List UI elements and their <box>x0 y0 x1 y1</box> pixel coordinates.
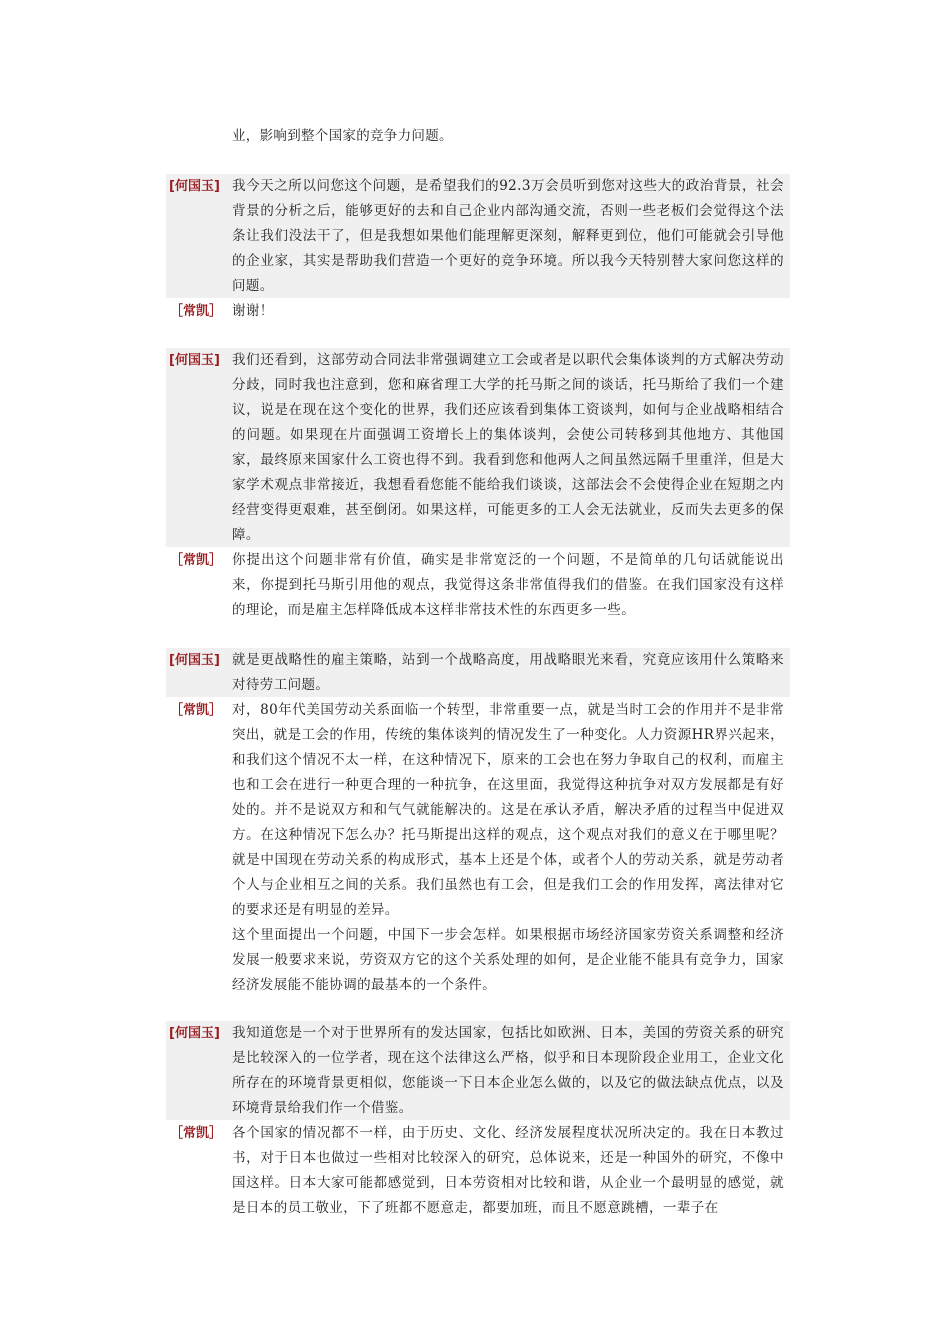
dialogue-turn <box>166 648 790 697</box>
speaker-label: ［常凯］ <box>169 703 222 718</box>
speaker-label: ［常凯］ <box>169 304 222 319</box>
speaker-label: [何国玉] <box>169 1026 220 1041</box>
dialogue-turn <box>166 348 790 547</box>
turn-paragraph: 我今天之所以问您这个问题，是希望我们的92.3万会员听到您对这些大的政治背景，社会背景的分析之后，能够更好的去和自己企业内部沟通交流，否则一些老板们会觉得这个法条让我们没法干了，但是我想如果他们能理解更深刻，解释更到位，他们可能就会引导他的企业家，其实是帮助我们营造一个更好的竞争环境。所以我今天特别替大家问您这样的问题。 <box>232 178 784 294</box>
turn-text <box>232 174 790 299</box>
speaker-label: [何国玉] <box>169 653 220 668</box>
turn-paragraph: 对，80年代美国劳动关系面临一个转型，非常重要一点，就是当时工会的作用并不是非常突出，就是工会的作用，传统的集体谈判的情况发生了一种变化。人力资源HR界兴起来，和我们这个情况不太一样，在这种情况下，原来的工会也在努力争取自己的权利，而雇主也和工会在进行一种更合理的一种抗争，在这里面，我觉得这种抗争对双方发展都是有好处的。并不是说双方和和气气就能解决的。这是在承认矛盾，解决矛盾的过程当中促进双方。在这种情况下怎么办？托马斯提出这样的观点，这个观点对我们的意义在于哪里呢？就是中国现在劳动关系的构成形式，基本上还是个体，或者个人的劳动关系，就是劳动者个人与企业相互之间的关系。我们虽然也有工会，但是我们工会的作用发挥，离法律对它的要求还是有明显的差异。 <box>232 702 784 918</box>
turn-text <box>232 648 790 698</box>
dialogue-turn <box>166 698 790 998</box>
turn-paragraph: 就是更战略性的雇主策略，站到一个战略高度，用战略眼光来看，究竟应该用什么策略来对待劳工问题。 <box>232 652 784 693</box>
turn-text <box>232 348 790 548</box>
dialogue-turn <box>166 174 790 298</box>
dialogue-turn <box>166 1121 790 1221</box>
turn-text <box>232 548 790 623</box>
turn-paragraph: 你提出这个问题非常有价值，确实是非常宽泛的一个问题，不是简单的几句话就能说出来，你提到托马斯引用他的观点，我觉得这条非常值得我们的借鉴。在我们国家没有这样的理论，而是雇主怎样降低成本这样非常技术性的东西更多一些。 <box>232 552 784 618</box>
turn-paragraph: 我们还看到，这部劳动合同法非常强调建立工会或者是以职代会集体谈判的方式解决劳动分歧，同时我也注意到，您和麻省理工大学的托马斯之间的谈话，托马斯给了我们一个建议，说是在现在这个变化的世界，我们还应该看到集体工资谈判，如何与企业战略相结合的问题。如果现在片面强调工资增长上的集体谈判，会使公司转移到其他地方、其他国家，最终原来国家什么工资也得不到。我看到您和他两人之间虽然远隔千里重洋，但是大家学术观点非常接近，我想看看您能不能给我们谈谈，这部法会不会使得企业在短期之内经营变得更艰难，甚至倒闭。如果这样，可能更多的工人会无法就业，反而失去更多的保障。 <box>232 352 784 543</box>
turn-paragraph: 这个里面提出一个问题，中国下一步会怎样。如果根据市场经济国家劳资关系调整和经济发展一般要求来说，劳资双方它的这个关系处理的如何，是企业能不能具有竞争力，国家经济发展能不能协调的最基本的一个条件。 <box>232 927 784 993</box>
dialogue-turn <box>166 548 790 623</box>
turn-text <box>232 698 790 998</box>
speaker-label: [何国玉] <box>169 353 220 368</box>
turn-text <box>232 299 790 324</box>
turn-paragraph: 我知道您是一个对于世界所有的发达国家，包括比如欧洲、日本，美国的劳资关系的研究是比较深入的一位学者，现在这个法律这么严格，似乎和日本现阶段企业用工，企业文化所存在的环境背景更相似，您能谈一下日本企业怎么做的，以及它的做法缺点优点，以及环境背景给我们作一个借鉴。 <box>232 1025 784 1116</box>
dialogue-turn <box>166 299 790 324</box>
turn-paragraph: 各个国家的情况都不一样，由于历史、文化、经济发展程度状况所决定的。我在日本教过书，对于日本也做过一些相对比较深入的研究，总体说来，还是一种国外的研究，不像中国这样。日本大家可能都感觉到，日本劳资相对比较和谐，从企业一个最明显的感觉，就是日本的员工敬业，下了班都不愿意走，都要加班，而且不愿意跳槽，一辈子在 <box>232 1125 784 1216</box>
turn-text <box>232 1121 790 1221</box>
speaker-label: [何国玉] <box>169 179 220 194</box>
speaker-label: ［常凯］ <box>169 553 222 568</box>
dialogue-turn <box>166 1021 790 1120</box>
turn-paragraph: 谢谢！ <box>232 303 274 319</box>
continued-paragraph: 业，影响到整个国家的竞争力问题。 <box>232 128 453 144</box>
speaker-label: ［常凯］ <box>169 1126 222 1141</box>
turn-text <box>232 1021 790 1121</box>
